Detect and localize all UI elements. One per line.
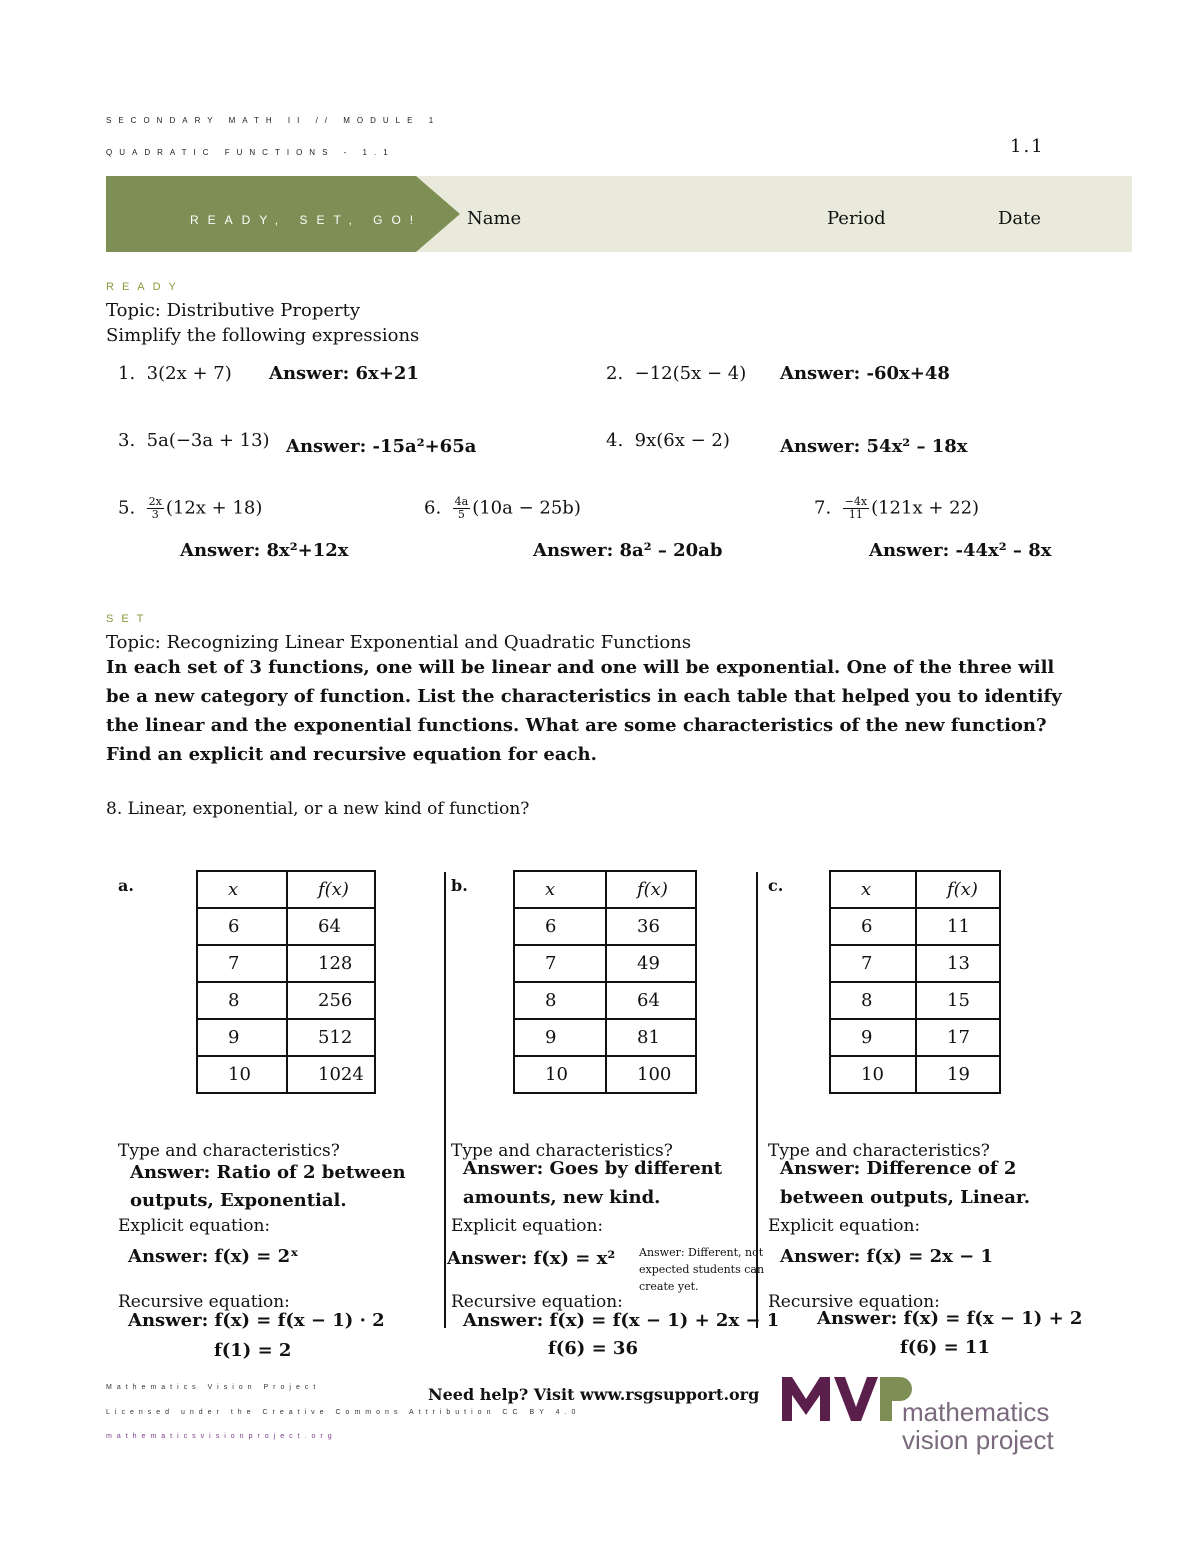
coefficient-fraction <box>453 496 471 521</box>
mvp-logo-icon <box>782 1375 912 1421</box>
table-row <box>514 982 696 1019</box>
period-field-label: Period <box>827 208 886 229</box>
cell-x: 7 <box>197 945 287 982</box>
cell-fx: 36 <box>606 908 696 945</box>
question-8: 8. Linear, exponential, or a new kind of function? <box>106 799 530 819</box>
table-row <box>514 908 696 945</box>
problem-expression: −12(5x − 4) <box>634 363 747 384</box>
problem-expression: 5a(−3a + 13) <box>146 430 270 451</box>
problem-expression: (10a − 25b) <box>472 497 581 519</box>
explicit-prompt-a: Explicit equation: <box>118 1216 271 1236</box>
problem-number: 6. <box>424 497 442 519</box>
problem-number: 3. <box>118 430 136 451</box>
header-x: x <box>514 871 606 908</box>
cell-x: 6 <box>514 908 606 945</box>
cell-x: 10 <box>197 1056 287 1093</box>
cell-x: 9 <box>830 1019 916 1056</box>
logo-wordmark-line1: mathematics <box>902 1397 1050 1427</box>
fraction-denominator: 5 <box>457 508 465 521</box>
header-x: x <box>830 871 916 908</box>
table-row <box>197 908 375 945</box>
header-x: x <box>197 871 287 908</box>
type-prompt-a: Type and characteristics? <box>118 1141 340 1161</box>
cell-x: 10 <box>830 1056 916 1093</box>
cell-fx: 15 <box>916 982 1000 1019</box>
cell-fx: 100 <box>606 1056 696 1093</box>
logo-wordmark-line2: vision project <box>902 1425 1054 1455</box>
module-subtitle: QUADRATIC FUNCTIONS - 1.1 <box>106 148 395 157</box>
table-c <box>829 870 1001 1094</box>
problem-3 <box>118 430 270 451</box>
problem-6-answer: Answer: 8a² – 20ab <box>533 540 723 561</box>
fraction-numerator: 4a <box>454 495 469 508</box>
problem-number: 4. <box>606 430 624 451</box>
cell-fx: 11 <box>916 908 1000 945</box>
table-a <box>196 870 376 1094</box>
table-row <box>514 945 696 982</box>
explicit-prompt-b: Explicit equation: <box>451 1216 604 1236</box>
cell-fx: 512 <box>287 1019 375 1056</box>
header-fx: f(x) <box>916 871 1000 908</box>
cell-x: 7 <box>830 945 916 982</box>
explicit-answer-c: Answer: f(x) = 2x − 1 <box>780 1246 994 1267</box>
cell-x: 6 <box>830 908 916 945</box>
column-c-label: c. <box>768 876 784 895</box>
table-row <box>197 982 375 1019</box>
cell-fx: 1024 <box>287 1056 375 1093</box>
problem-5 <box>118 496 262 521</box>
logo-m-shape <box>782 1377 830 1421</box>
table-header-row <box>514 871 696 908</box>
fraction-numerator: −4x <box>844 495 868 508</box>
cell-x: 7 <box>514 945 606 982</box>
table-row <box>830 1019 1000 1056</box>
problem-7-answer: Answer: -44x² – 8x <box>869 540 1052 561</box>
explicit-answer-b: Answer: f(x) = x² <box>447 1248 616 1269</box>
footer-license: Licensed under the Creative Commons Attribution CC BY 4.0 <box>106 1409 581 1416</box>
problem-number: 1. <box>118 363 136 384</box>
recursive-answer-a-line1: Answer: f(x) = f(x − 1) · 2 <box>128 1310 385 1331</box>
table-row <box>197 1056 375 1093</box>
table-b <box>513 870 697 1094</box>
problem-1 <box>118 363 232 384</box>
column-b-label: b. <box>451 876 468 895</box>
ready-heading: READY <box>106 281 184 293</box>
fraction-numerator: 2x <box>148 495 162 508</box>
problem-6 <box>424 496 581 521</box>
problem-expression: 9x(6x − 2) <box>634 430 730 451</box>
recursive-answer-a-line2: f(1) = 2 <box>214 1340 292 1361</box>
column-a-label: a. <box>118 876 134 895</box>
problem-number: 7. <box>814 497 832 519</box>
footer-org: Mathematics Vision Project <box>106 1384 321 1391</box>
fraction-denominator: 11 <box>848 508 863 521</box>
coefficient-fraction <box>147 496 164 521</box>
problem-3-answer: Answer: -15a²+65a <box>286 436 477 457</box>
problem-expression: (12x + 18) <box>165 497 263 519</box>
recursive-answer-b-line1: Answer: f(x) = f(x − 1) + 2x − 1 <box>463 1310 780 1331</box>
type-prompt-c: Type and characteristics? <box>768 1141 990 1161</box>
coefficient-fraction <box>843 496 869 521</box>
problem-1-answer: Answer: 6x+21 <box>269 363 419 384</box>
help-link[interactable]: Need help? Visit www.rsgsupport.org <box>428 1385 760 1404</box>
type-answer-c-line2: between outputs, Linear. <box>780 1187 1030 1208</box>
set-topic: Topic: Recognizing Linear Exponential and Quadratic Functions <box>106 632 692 653</box>
header-fx: f(x) <box>606 871 696 908</box>
table-row <box>830 982 1000 1019</box>
cell-x: 10 <box>514 1056 606 1093</box>
cell-fx: 256 <box>287 982 375 1019</box>
logo-v-shape <box>834 1377 878 1421</box>
problem-expression: 3(2x + 7) <box>146 363 232 384</box>
problem-7 <box>814 496 979 521</box>
recursive-answer-b-line2: f(6) = 36 <box>548 1338 638 1359</box>
problem-number: 5. <box>118 497 136 519</box>
cell-fx: 128 <box>287 945 375 982</box>
type-answer-a-line2: outputs, Exponential. <box>130 1190 347 1211</box>
recursive-prompt-b: Recursive equation: <box>451 1292 623 1312</box>
cell-fx: 81 <box>606 1019 696 1056</box>
table-row <box>197 945 375 982</box>
table-header-row <box>830 871 1000 908</box>
type-prompt-b: Type and characteristics? <box>451 1141 673 1161</box>
cell-x: 9 <box>197 1019 287 1056</box>
set-heading: SET <box>106 613 152 625</box>
set-instructions: In each set of 3 functions, one will be linear and one will be exponential. One of the three will be a new category of function. List the characteristics in each table that helped you to identify the linear and the exponential functions. What are some characteristics of the new function? Find an explicit and recursive equation for each. <box>106 657 1062 765</box>
cell-fx: 13 <box>916 945 1000 982</box>
banner-label: READY, SET, GO! <box>190 213 423 227</box>
problem-expression: (121x + 22) <box>871 497 980 519</box>
problem-4-answer: Answer: 54x² – 18x <box>780 436 968 457</box>
footer-website-link[interactable]: mathematicsvisionproject.org <box>106 1433 337 1440</box>
table-row <box>830 1056 1000 1093</box>
table-row <box>514 1056 696 1093</box>
recursive-answer-c-line2: f(6) = 11 <box>900 1337 990 1358</box>
problem-2 <box>606 363 746 384</box>
type-answer-a-line1: Answer: Ratio of 2 between <box>130 1162 406 1183</box>
page-number: 1.1 <box>1010 136 1045 157</box>
recursive-answer-c-line1: Answer: f(x) = f(x − 1) + 2 <box>817 1308 1083 1329</box>
fraction-denominator: 3 <box>151 508 159 521</box>
problem-2-answer: Answer: -60x+48 <box>780 363 950 384</box>
table-row <box>514 1019 696 1056</box>
problem-5-answer: Answer: 8x²+12x <box>180 540 349 561</box>
header-fx: f(x) <box>287 871 375 908</box>
table-header-row <box>197 871 375 908</box>
cell-fx: 64 <box>606 982 696 1019</box>
cell-x: 8 <box>514 982 606 1019</box>
ready-instruction: Simplify the following expressions <box>106 325 420 346</box>
recursive-prompt-c: Recursive equation: <box>768 1292 940 1312</box>
explicit-prompt-c: Explicit equation: <box>768 1216 921 1236</box>
cell-fx: 64 <box>287 908 375 945</box>
ready-topic: Topic: Distributive Property <box>106 300 360 321</box>
table-row <box>197 1019 375 1056</box>
explicit-answer-a: Answer: f(x) = 2ˣ <box>128 1246 299 1267</box>
course-title: SECONDARY MATH II // MODULE 1 <box>106 116 441 125</box>
cell-x: 8 <box>830 982 916 1019</box>
cell-x: 8 <box>197 982 287 1019</box>
cell-fx: 49 <box>606 945 696 982</box>
type-answer-c-line1: Answer: Difference of 2 <box>780 1158 1017 1179</box>
recursive-prompt-a: Recursive equation: <box>118 1292 290 1312</box>
problem-4 <box>606 430 730 451</box>
logo-p-stem <box>880 1377 892 1421</box>
table-row <box>830 945 1000 982</box>
table-row <box>830 908 1000 945</box>
cell-x: 6 <box>197 908 287 945</box>
problem-number: 2. <box>606 363 624 384</box>
cell-fx: 17 <box>916 1019 1000 1056</box>
column-divider <box>444 872 446 1328</box>
teacher-note-b: Answer: Different, not expected students can create yet. <box>639 1246 765 1293</box>
date-field-label: Date <box>998 208 1042 229</box>
name-field-label: Name <box>467 208 522 229</box>
type-answer-b-line1: Answer: Goes by different <box>463 1158 723 1179</box>
cell-fx: 19 <box>916 1056 1000 1093</box>
cell-x: 9 <box>514 1019 606 1056</box>
type-answer-b-line2: amounts, new kind. <box>463 1187 661 1208</box>
